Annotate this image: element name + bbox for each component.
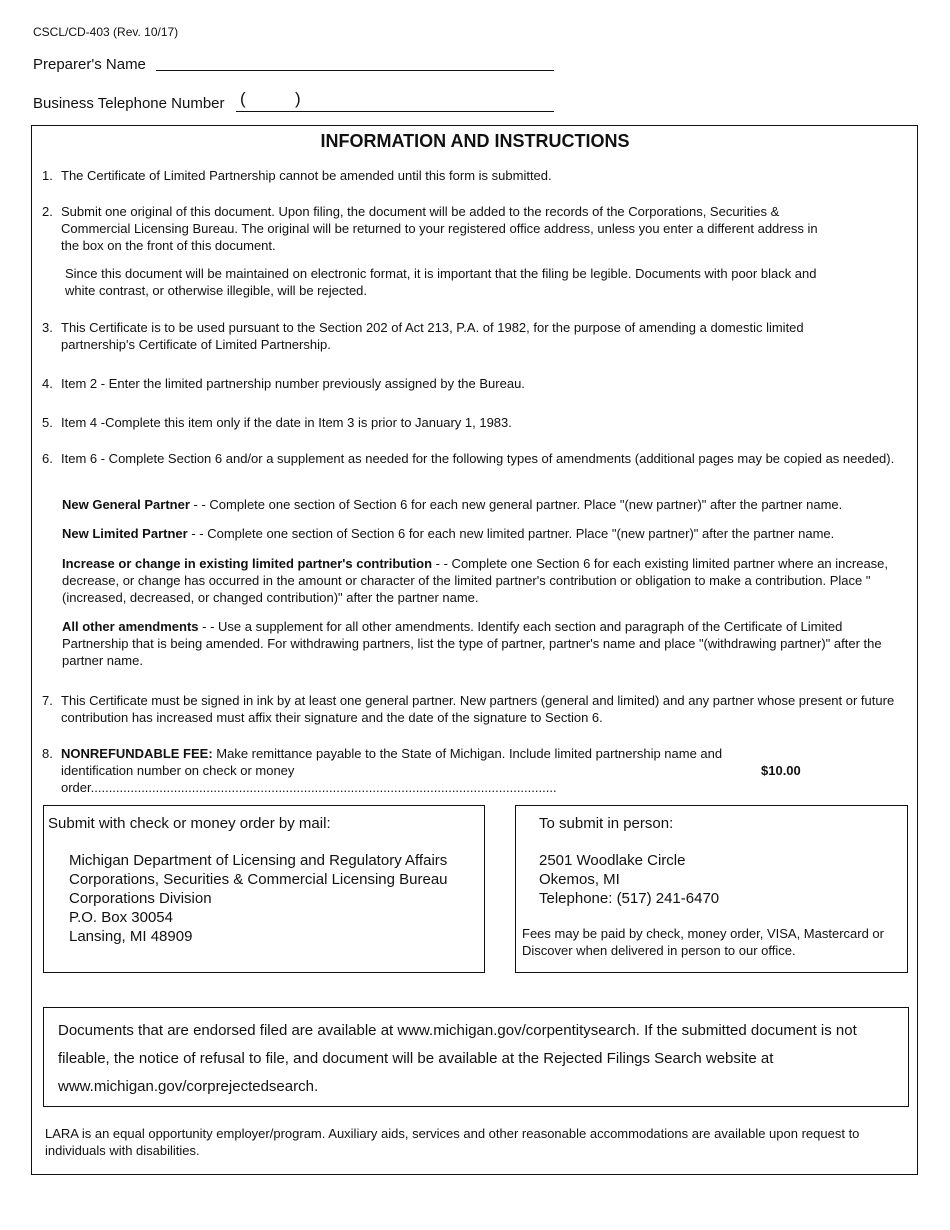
mail-address-line: Corporations, Securities & Commercial Licensing Bureau (69, 871, 448, 888)
item-4-text: Item 2 - Enter the limited partnership number previously assigned by the Bureau. (61, 376, 525, 391)
payment-methods-note: Fees may be paid by check, money order, VISA, Mastercard or Discover when delivered in person to our office. (522, 926, 884, 958)
instructions-title: INFORMATION AND INSTRUCTIONS (320, 131, 630, 151)
new-limited-partner-heading: New Limited Partner (62, 526, 188, 541)
fee-amount-value: $10.00 (761, 763, 801, 778)
item-number: 6. (42, 451, 53, 466)
mail-address-line: Corporations Division (69, 890, 212, 907)
mail-address-line: Michigan Department of Licensing and Regulatory Affairs (69, 852, 448, 869)
preparer-name-field[interactable] (156, 70, 554, 71)
mail-box-heading: Submit with check or money order by mail: (48, 815, 331, 832)
item-number: 1. (42, 168, 53, 183)
item-5-text: Item 4 -Complete this item only if the date in Item 3 is prior to January 1, 1983. (61, 415, 512, 430)
in-person-heading: To submit in person: (539, 815, 674, 832)
item-2-text: Submit one original of this document. Upon filing, the document will be added to the records of the Corporations, Securities & Commercial Licensing Bureau. The original will be returned to your registered office address, unless you enter a different address in the box on the front of this document. (61, 204, 818, 253)
preparer-name-label: Preparer's Name (33, 56, 146, 73)
item-7-text: This Certificate must be signed in ink by at least one general partner. New partners (general and limited) and any partner whose present or future contribution has increased must affix their signature and the date of the signature to Section 6. (61, 693, 895, 725)
mail-address-line: Lansing, MI 48909 (69, 928, 193, 945)
other-amendments-text: - - Use a supplement for all other amendments. Identify each section and paragraph of the Certificate of Limited Partnership that is being amended. For withdrawing partners, list the type of partner, partner's name and place "(withdrawing partner)" after the partner name. (62, 619, 882, 668)
new-general-partner-instruction (62, 496, 904, 513)
new-general-partner-text: - - Complete one section of Section 6 for each new general partner. Place "(new partner)" after the partner name. (189, 497, 843, 512)
mail-address-line: P.O. Box 30054 (69, 909, 173, 926)
contribution-change-instruction (62, 555, 902, 606)
item-3-text: This Certificate is to be used pursuant to the Section 202 of Act 213, P.A. of 1982, for the purpose of amending a domestic limited partnership's Certificate of Limited Partnership. (61, 320, 804, 352)
item-number: 2. (42, 204, 53, 219)
business-phone-field[interactable] (236, 111, 554, 112)
other-amendments-heading: All other amendments (62, 619, 199, 634)
new-limited-partner-instruction (62, 525, 904, 542)
in-person-telephone: Telephone: (517) 241-6470 (539, 890, 720, 907)
new-limited-partner-text: - - Complete one section of Section 6 for each new limited partner. Place "(new partner)" after the partner name. (187, 526, 835, 541)
business-phone-label: Business Telephone Number (33, 95, 225, 112)
fee-amount (761, 762, 801, 779)
item-number: 5. (42, 415, 53, 430)
form-id: CSCL/CD-403 (Rev. 10/17) (33, 25, 179, 39)
in-person-address-line: Okemos, MI (539, 871, 620, 888)
item-2-legibility-note: Since this document will be maintained on electronic format, it is important that the filing be legible. Documents with poor black and white contrast, or otherwise illegible, will be rejected. (65, 266, 817, 298)
area-code-open-paren: ( (240, 89, 246, 108)
item-1-text: The Certificate of Limited Partnership cannot be amended until this form is submitted. (61, 168, 552, 183)
new-general-partner-heading: New General Partner (62, 497, 190, 512)
item-number: 8. (42, 746, 53, 761)
endorsed-documents-notice: Documents that are endorsed filed are available at www.michigan.gov/corpentitysearch. If the submitted document is not fileable, the notice of refusal to file, and document will be available at the Rejected Filings Search website at www.michigan.gov/corprejectedsearch. (58, 1022, 857, 1095)
fee-heading: NONREFUNDABLE FEE: (61, 746, 213, 761)
contribution-change-heading: Increase or change in existing limited partner's contribution (62, 556, 433, 571)
equal-opportunity-statement: LARA is an equal opportunity employer/program. Auxiliary aids, services and other reasonable accommodations are available upon request to individuals with disabilities. (45, 1126, 860, 1158)
other-amendments-instruction (62, 618, 904, 669)
contribution-change-text: - - Complete one Section 6 for each existing limited partner where an increase, decrease, or change has occurred in the amount or character of the limited partner's contribution or obligation to make a contribution. Place "(increased, decreased, or changed contribution)" after the partner name. (62, 556, 889, 605)
area-code-close-paren: ) (295, 89, 301, 108)
item-8-text (61, 745, 761, 795)
item-6-text: Item 6 - Complete Section 6 and/or a supplement as needed for the following types of amendments (additional pages may be copied as needed). (61, 451, 895, 466)
fee-instructions: Make remittance payable to the State of Michigan. Include limited partnership name and identification number on check or money order................................................................................................................................. (61, 746, 723, 795)
item-number: 7. (42, 693, 53, 708)
item-number: 3. (42, 320, 53, 335)
in-person-address-line: 2501 Woodlake Circle (539, 852, 686, 869)
item-number: 4. (42, 376, 53, 391)
